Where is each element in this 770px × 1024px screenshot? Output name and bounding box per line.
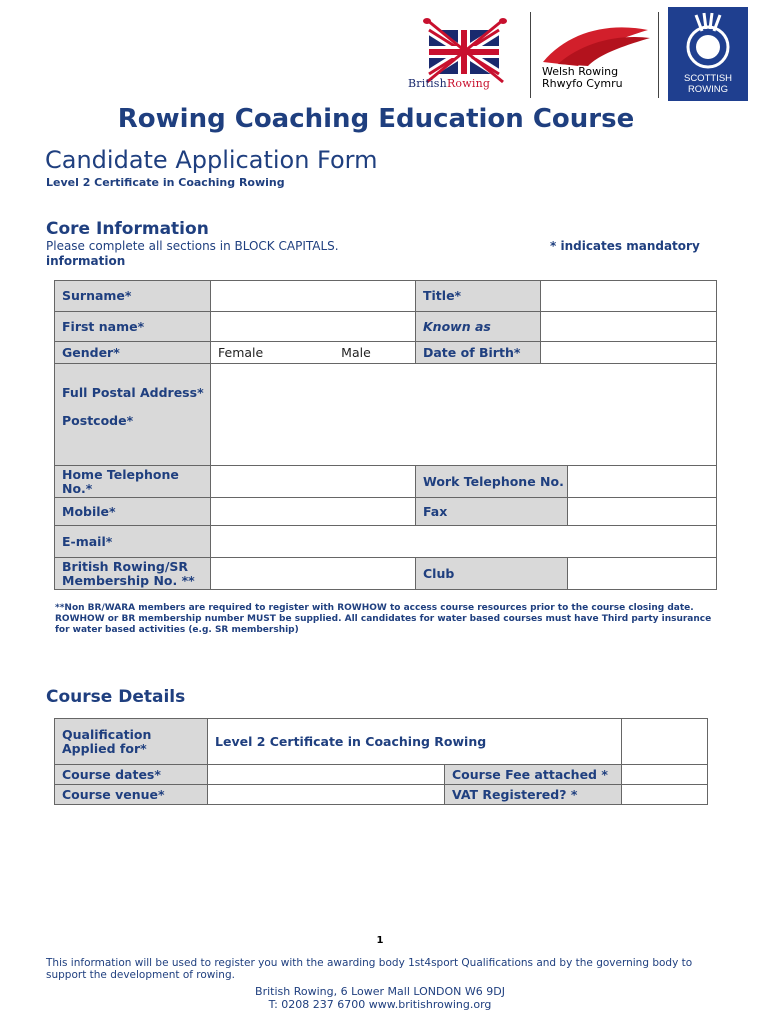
surname-label: Surname*	[55, 281, 211, 312]
title-field[interactable]	[541, 281, 717, 312]
welsh-rowing-wordmark: Welsh Rowing Rhwyfo Cymru	[542, 65, 623, 90]
core-info-heading: Core Information	[46, 219, 209, 239]
course-details-heading: Course Details	[46, 687, 186, 707]
course-fee-label: Course Fee attached *	[445, 765, 622, 785]
certificate-level: Level 2 Certificate in Coaching Rowing	[46, 176, 285, 189]
scottish-rowing-emblem-icon	[668, 7, 748, 77]
first-name-field[interactable]	[211, 312, 416, 342]
data-usage-note: This information will be used to register you with the awarding body 1st4sport Qualifications and by the governing body to support the development of rowing.	[46, 957, 693, 981]
british-rowing-wordmark: BritishRowing	[408, 77, 491, 90]
email-field[interactable]	[211, 526, 717, 558]
form-title: Candidate Application Form	[45, 146, 378, 174]
gender-options[interactable]	[211, 342, 416, 364]
dob-label: Date of Birth*	[416, 342, 541, 364]
core-info-table-bottom	[54, 465, 717, 590]
address-label-cell	[55, 364, 211, 466]
title-label: Title*	[416, 281, 541, 312]
qualification-label: Qualification Applied for*	[55, 719, 208, 765]
gender-male-option[interactable]: Male	[341, 345, 371, 360]
core-info-table-top	[54, 280, 717, 466]
dob-field[interactable]	[541, 342, 717, 364]
mandatory-note-continued: information	[46, 254, 126, 268]
membership-label: British Rowing/SR Membership No. **	[55, 558, 211, 590]
fax-field[interactable]	[568, 498, 717, 526]
fax-label: Fax	[416, 498, 568, 526]
home-telephone-field[interactable]	[211, 466, 416, 498]
course-fee-field[interactable]	[622, 765, 708, 785]
page-title: Rowing Coaching Education Course	[117, 104, 635, 134]
membership-footnote: **Non BR/WARA members are required to register with ROWHOW to access course resources prior to the course closing date. ROWHOW or BR membership number MUST be supplied. All candidates for water based courses must have Third party insurance for water based activities (e.g. SR membership)	[55, 603, 712, 635]
gender-label: Gender*	[55, 342, 211, 364]
home-telephone-label: Home Telephone No.*	[55, 466, 211, 498]
logo-divider	[530, 12, 531, 98]
logo-divider	[658, 12, 659, 98]
address-label: Full Postal Address*	[62, 385, 204, 400]
course-venue-label: Course venue*	[55, 785, 208, 805]
course-dates-field[interactable]	[208, 765, 445, 785]
email-label: E-mail*	[55, 526, 211, 558]
mobile-label: Mobile*	[55, 498, 211, 526]
postcode-label: Postcode*	[62, 413, 134, 428]
block-capitals-instruction: Please complete all sections in BLOCK CAPITALS.	[46, 239, 339, 253]
page-number: 1	[376, 935, 384, 946]
surname-field[interactable]	[211, 281, 416, 312]
vat-registered-field[interactable]	[622, 785, 708, 805]
work-telephone-field[interactable]	[568, 466, 717, 498]
work-telephone-label: Work Telephone No.	[416, 466, 568, 498]
membership-field[interactable]	[211, 558, 416, 590]
vat-registered-label: VAT Registered? *	[445, 785, 622, 805]
club-field[interactable]	[568, 558, 717, 590]
footer-phone-web: T: 0208 237 6700 www.britishrowing.org	[268, 998, 492, 1011]
address-field[interactable]	[211, 364, 717, 466]
qualification-value: Level 2 Certificate in Coaching Rowing	[208, 719, 622, 765]
mobile-field[interactable]	[211, 498, 416, 526]
footer-address: British Rowing, 6 Lower Mall LONDON W6 9DJ	[255, 985, 505, 998]
club-label: Club	[416, 558, 568, 590]
course-venue-field[interactable]	[208, 785, 445, 805]
footer-contact	[0, 985, 760, 1011]
qualification-extra-field[interactable]	[622, 719, 708, 765]
course-details-table	[54, 718, 708, 805]
first-name-label: First name*	[55, 312, 211, 342]
scottish-rowing-wordmark: SCOTTISH ROWING	[683, 73, 733, 95]
gender-female-option[interactable]: Female	[218, 345, 264, 360]
mandatory-note: * indicates mandatory	[550, 239, 700, 253]
known-as-field[interactable]	[541, 312, 717, 342]
known-as-label: Known as	[416, 312, 541, 342]
course-dates-label: Course dates*	[55, 765, 208, 785]
